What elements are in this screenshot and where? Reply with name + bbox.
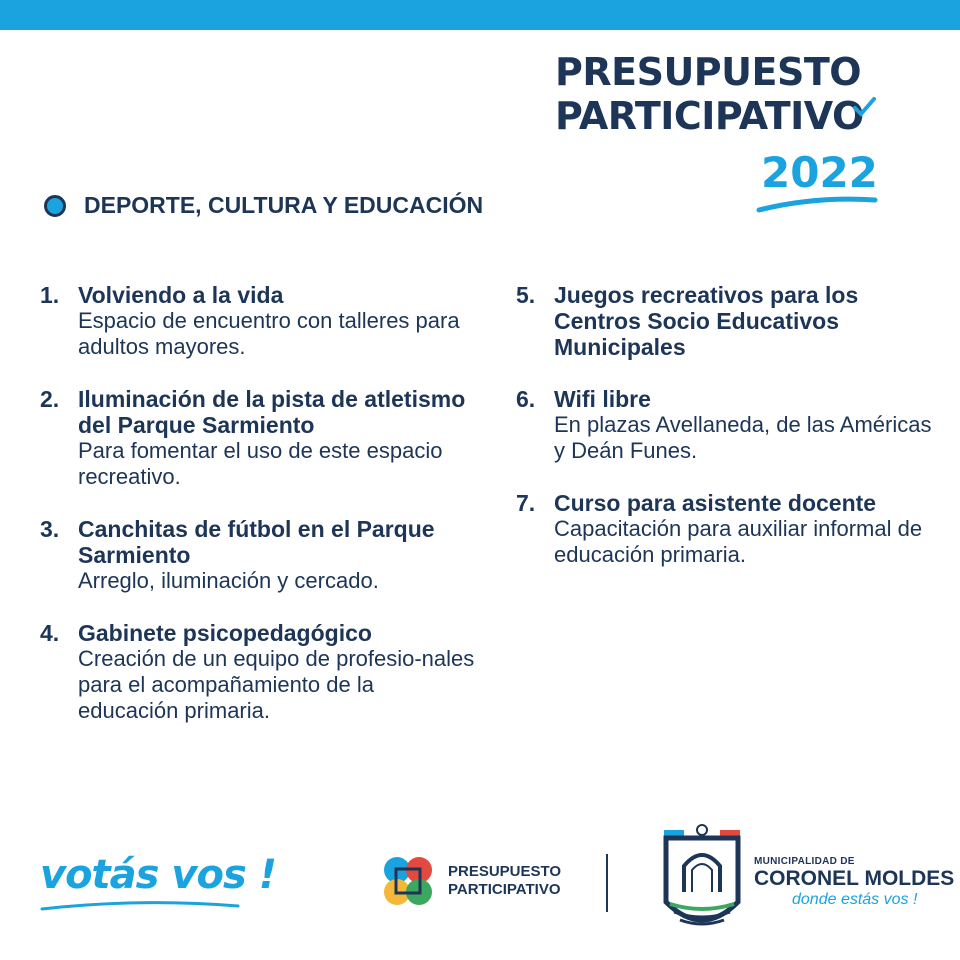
item-number: 2. (40, 386, 60, 412)
item-description: Para fomentar el uso de este espacio recreativo. (78, 438, 443, 489)
item-number: 4. (40, 620, 60, 646)
item-description: En plazas Avellaneda, de las Américas y Deán Funes. (554, 412, 932, 463)
category-label: DEPORTE, CULTURA Y EDUCACIÓN (84, 192, 484, 218)
item-number: 5. (516, 282, 536, 308)
top-accent-bar (0, 0, 960, 30)
category-heading (44, 192, 483, 219)
presupuesto-participativo-logo (380, 853, 561, 909)
list-item (40, 620, 480, 724)
pp-logo-icon (380, 853, 436, 909)
title-year: 2022 (761, 148, 878, 197)
check-icon (852, 96, 876, 118)
item-title: Curso para asistente docente (554, 490, 877, 516)
item-number: 3. (40, 516, 60, 542)
pp-logo-line-2: PARTICIPATIVO (448, 881, 561, 898)
item-title: Canchitas de fútbol en el Parque Sarmiento (78, 516, 435, 568)
municipality-seal-icon (660, 822, 744, 940)
footer-divider (606, 854, 608, 912)
list-item (516, 490, 936, 568)
category-dot-icon (44, 195, 66, 217)
item-description: Arreglo, iluminación y cercado. (78, 568, 379, 593)
item-title: Volviendo a la vida (78, 282, 284, 308)
project-list-right (516, 282, 936, 594)
item-description: Espacio de encuentro con talleres para adultos mayores. (78, 308, 460, 359)
slogan-underline (40, 900, 240, 912)
item-description: Capacitación para auxiliar informal de educación primaria. (554, 516, 923, 567)
muni-tagline: donde estás vos ! (792, 891, 918, 908)
project-list-left (40, 282, 480, 750)
title-line-2-text: PARTICIPATIVO (555, 94, 864, 138)
list-item (40, 386, 480, 490)
muni-prefix: MUNICIPALIDAD DE (754, 856, 855, 867)
list-item (40, 516, 480, 594)
item-title: Gabinete psicopedagógico (78, 620, 372, 646)
municipality-name (754, 856, 954, 909)
item-title: Iluminación de la pista de atletismo del Parque Sarmiento (78, 386, 466, 438)
item-title: Juegos recreativos para los Centros Socio Educativos Municipales (554, 282, 859, 360)
title-line-1: PRESUPUESTO (555, 50, 862, 94)
muni-name: CORONEL MOLDES (754, 867, 955, 890)
slogan-text: votás vos ! (40, 852, 276, 898)
presupuesto-participativo-title (555, 50, 885, 197)
swoosh-underline (755, 190, 879, 214)
list-item (516, 386, 936, 464)
item-number: 1. (40, 282, 60, 308)
item-title: Wifi libre (554, 386, 651, 412)
votas-vos-slogan (40, 852, 276, 898)
item-number: 7. (516, 490, 536, 516)
item-description: Creación de un equipo de profesio-nales para el acompañamiento de la educación primaria. (78, 646, 475, 723)
item-number: 6. (516, 386, 536, 412)
pp-logo-line-1: PRESUPUESTO (448, 863, 562, 880)
list-item (40, 282, 480, 360)
list-item (516, 282, 936, 360)
title-line-2 (555, 94, 864, 138)
